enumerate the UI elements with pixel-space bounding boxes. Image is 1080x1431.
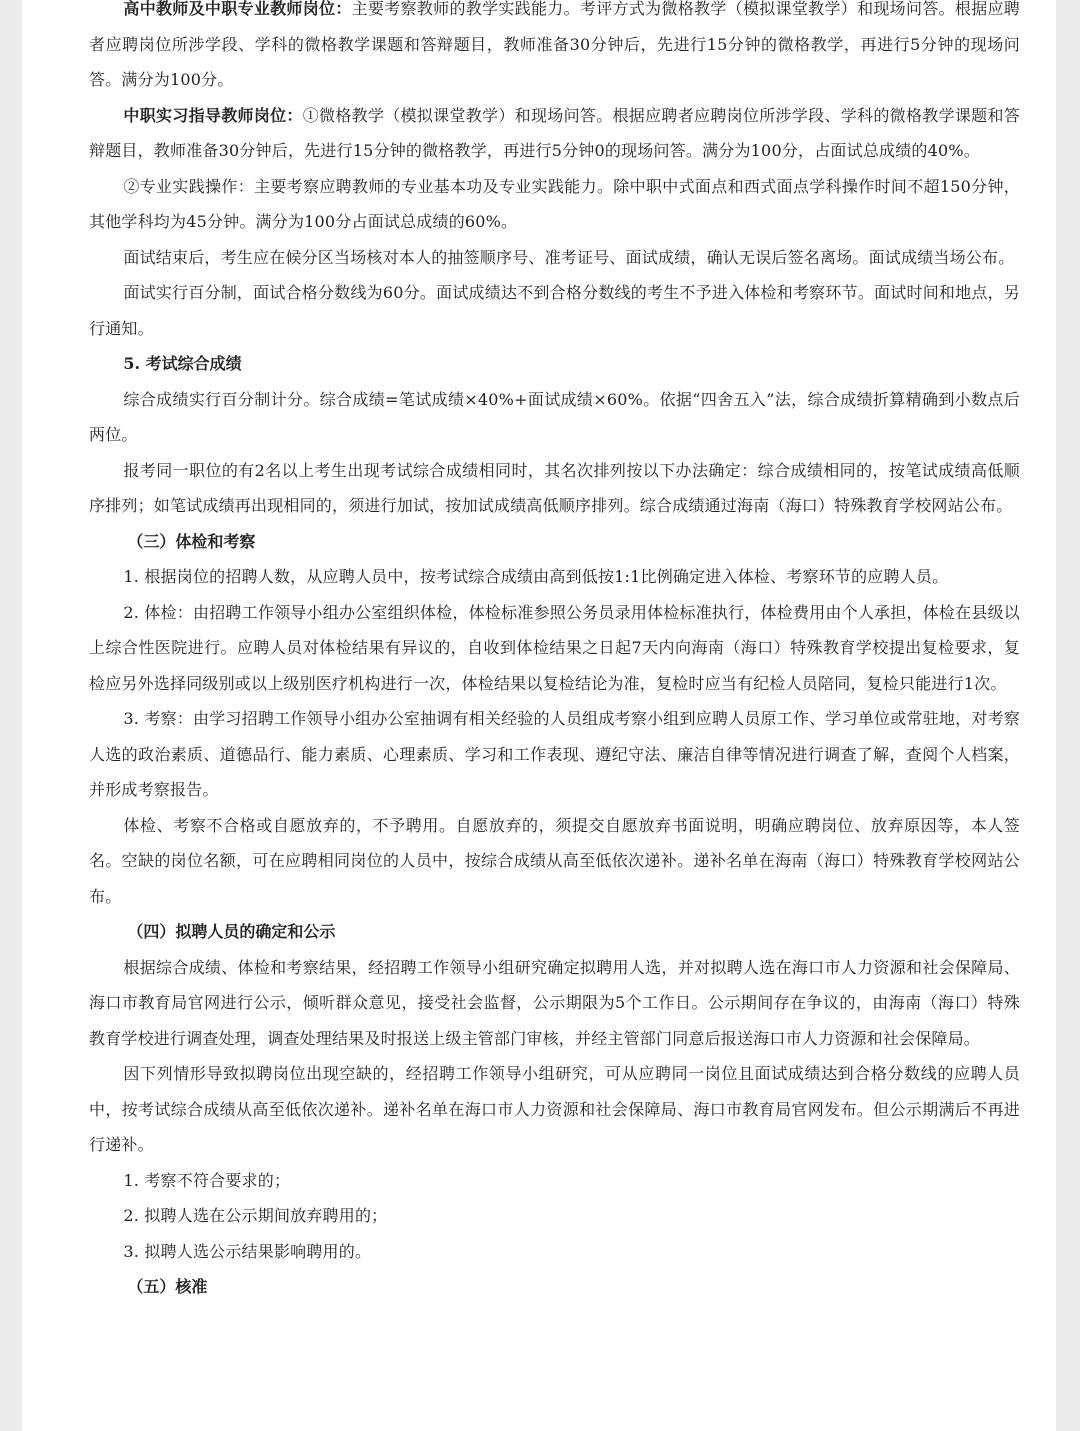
paragraph-physical-1: 1. 根据岗位的招聘人数，从应聘人员中，按考试综合成绩由高到低按1:1比例确定进入体检、考察环节的应聘人员。 (123, 567, 949, 586)
document-page (22, 0, 1056, 1431)
paragraph-after-interview: 面试结束后，考生应在候分区当场核对本人的抽签顺序号、准考证号、面试成绩，确认无误后签名离场。面试成绩当场公布。 (123, 247, 1015, 267)
paragraph-comprehensive-calc: 综合成绩实行百分制计分。综合成绩=笔试成绩×40%+面试成绩×60%。依据“四舍五入”法，综合成绩折算精确到小数点后两位。 (89, 389, 1020, 444)
heading-confirm-publicity: （四）拟聘人员的确定和公示 (127, 922, 336, 941)
heading-approval: （五）核准 (127, 1277, 208, 1296)
paragraph-interview-scoring: 面试实行百分制，面试合格分数线为60分。面试成绩达不到合格分数线的考生不予进入体检和考察环节。面试时间和地点，另行通知。 (89, 283, 1020, 338)
list-item: 3. 拟聘人选公示结果影响聘用的。 (123, 1241, 372, 1261)
paragraph-lead: 中职实习指导教师岗位： (123, 105, 303, 125)
heading-comprehensive-score: 5. 考试综合成绩 (123, 354, 242, 373)
paragraph-confirm-1: 根据综合成绩、体检和考察结果，经招聘工作领导小组研究确定拟聘用人选，并对拟聘人选在海口市人力资源和社会保障局、海口市教育局官网进行公示，倾听群众意见，接受社会监督，公示期限为5个工作日。公示期间存在争议的，由海南（海口）特殊教育学校进行调查处理，调查处理结果及时报送上级主管部门审核，并经主管部门同意后报送海口市人力资源和社会保障局。 (89, 957, 1020, 1048)
list-item: 1. 考察不符合要求的； (123, 1170, 291, 1190)
heading-physical-exam: （三）体检和考察 (127, 531, 256, 551)
paragraph-lead: 高中教师及中职专业教师岗位： (123, 0, 352, 18)
list-item: 2. 拟聘人选在公示期间放弃聘用的； (123, 1206, 388, 1225)
paragraph-text: ①微格教学（模拟课堂教学）和现场问答。根据应聘者应聘岗位所涉学段、学科的微格教学课题和答辩题目，教师准备30分钟后，先进行15分钟的微格教学，再进行5分钟0的现场问答。满分为100分，占面试总成绩的40%。 (89, 105, 1020, 160)
paragraph-tie-rule: 报考同一职位的有2名以上考生出现考试综合成绩相同时，其名次排列按以下办法确定：综合成绩相同的，按笔试成绩高低顺序排列；如笔试成绩再出现相同的，须进行加试，按加试成绩高低顺序排列。综合成绩通过海南（海口）特殊教育学校网站公布。 (89, 460, 1020, 515)
paragraph-professional-practice: ②专业实践操作：主要考察应聘教师的专业基本功及专业实践能力。除中职中式面点和西式面点学科操作时间不超150分钟，其他学科均为45分钟。满分为100分占面试总成绩的60%。 (89, 176, 1020, 231)
paragraph-physical-2: 2. 体检：由招聘工作领导小组办公室组织体检，体检标准参照公务员录用体检标准执行，体检费用由个人承担，体检在县级以上综合性医院进行。应聘人员对体检结果有异议的，自收到体检结果之日起7天内向海南（海口）特殊教育学校提出复检要求，复检应另外选择同级别或以上级别医疗机构进行一次，体检结果以复检结论为准，复检时应当有纪检人员陪同，复检只能进行1次。 (89, 602, 1020, 693)
paragraph-confirm-2: 因下列情形导致拟聘岗位出现空缺的，经招聘工作领导小组研究，可从应聘同一岗位且面试成绩达到合格分数线的应聘人员中，按考试综合成绩从高至低依次递补。递补名单在海口市人力资源和社会保障局、海口市教育局官网发布。但公示期满后不再进行递补。 (89, 1064, 1020, 1154)
paragraph-physical-3: 3. 考察：由学习招聘工作领导小组办公室抽调有相关经验的人员组成考察小组到应聘人员原工作、学习单位或常驻地，对考察人选的政治素质、道德品行、能力素质、心理素质、学习和工作表现、遵纪守法、廉洁自律等情况进行调查了解，查阅个人档案，并形成考察报告。 (89, 709, 1020, 799)
paragraph-physical-fail: 体检、考察不合格或自愿放弃的，不予聘用。自愿放弃的，须提交自愿放弃书面说明，明确应聘岗位、放弃原因等，本人签名。空缺的岗位名额，可在应聘相同岗位的人员中，按综合成绩从高至低依次递补。递补名单在海南（海口）特殊教育学校网站公布。 (89, 815, 1020, 906)
paragraph-text: 主要考察教师的教学实践能力。考评方式为微格教学（模拟课堂教学）和现场问答。根据应聘者应聘岗位所涉学段、学科的微格教学课题和答辩题目，教师准备30分钟后，先进行15分钟的微格教学，再进行5分钟的现场问答。满分为100分。 (89, 0, 1021, 89)
paragraph-high-school-teacher (89, 0, 1020, 98)
paragraph-practice-teacher (89, 98, 1020, 169)
document-body (89, 0, 1020, 1305)
